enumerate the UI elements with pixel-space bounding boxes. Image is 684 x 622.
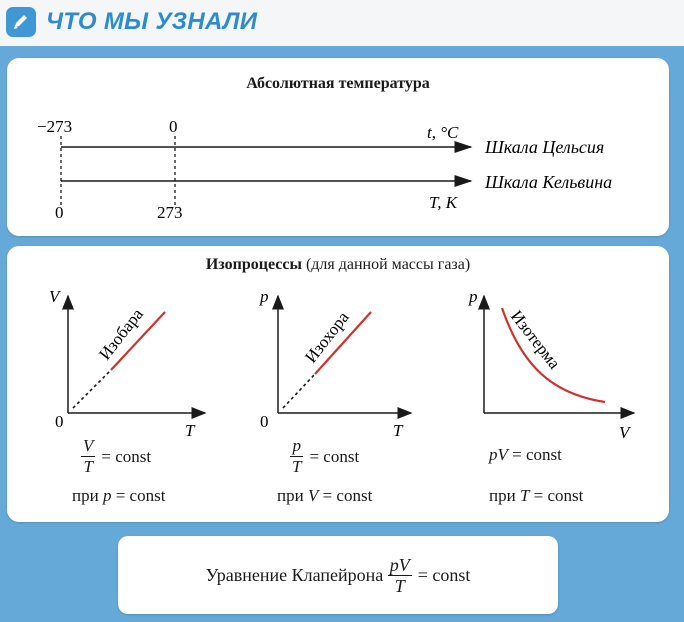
clapeyron-equation xyxy=(118,536,558,614)
isotherm-formula-rhs: = const xyxy=(512,445,562,464)
isochore-formula-num: p xyxy=(292,436,301,455)
isobar-formula-den: T xyxy=(83,457,93,476)
isotherm-y-label: p xyxy=(469,287,478,306)
isotherm-condition: при T = const xyxy=(489,486,584,505)
kelvin-axis-label: T, К xyxy=(429,193,457,212)
isoprocesses-title-note: (для данной массы газа) xyxy=(305,256,471,273)
celsius-axis-label: t, °C xyxy=(427,123,459,142)
isobar-x-label: T xyxy=(185,421,195,440)
clapeyron-card xyxy=(118,536,558,614)
isotherm-x-label: V xyxy=(619,423,630,442)
isobar-formula-num: V xyxy=(83,436,94,455)
isobar-y-label: V xyxy=(49,287,60,306)
isobar-condition: при p = const xyxy=(72,486,166,505)
isochore-formula-den: T xyxy=(292,457,302,476)
clapeyron-num: pV xyxy=(389,554,410,575)
clapeyron-label: Уравнение Клапейрона xyxy=(205,564,384,585)
isobar-formula-rhs: = const xyxy=(101,446,152,466)
absolute-temperature-card xyxy=(7,58,669,236)
kelvin-mark-tick: 273 xyxy=(157,203,183,222)
celsius-zero-tick: 0 xyxy=(169,117,178,136)
isotherm-formula xyxy=(489,445,562,465)
celsius-scale-name: Шкала Цельсия xyxy=(485,137,605,157)
isoprocess-graphs xyxy=(7,246,669,522)
isochore-y-label: p xyxy=(260,287,269,306)
clapeyron-rhs: = const xyxy=(417,564,471,585)
clapeyron-den: T xyxy=(394,575,405,596)
isobar-origin: 0 xyxy=(55,412,64,431)
section-title: ЧТО МЫ УЗНАЛИ xyxy=(46,8,258,35)
kelvin-scale-name: Шкала Кельвина xyxy=(485,172,613,192)
isochore-formula-rhs: = const xyxy=(309,446,360,466)
isochore-formula xyxy=(290,436,359,477)
absolute-temperature-title: Абсолютная температура xyxy=(246,75,430,92)
isochore-condition: при V = const xyxy=(277,486,373,505)
isobar-formula xyxy=(81,436,151,477)
header-bar xyxy=(0,0,684,46)
isochore-extrapolation xyxy=(283,374,315,408)
isoprocesses-title-main: Изопроцессы xyxy=(205,256,302,273)
isochore-curve-label: Изохора xyxy=(301,307,353,367)
isotherm-formula-lhs: pV xyxy=(489,445,508,464)
temperature-scales-diagram xyxy=(7,58,669,236)
isochore-x-label: T xyxy=(393,421,403,440)
pencil-icon xyxy=(6,7,36,37)
isoprocesses-card xyxy=(7,246,669,522)
isobar-extrapolation xyxy=(73,370,111,408)
celsius-left-tick: −273 xyxy=(37,117,73,136)
isobar-curve-label: Изобара xyxy=(95,304,147,364)
isochore-origin: 0 xyxy=(260,412,269,431)
kelvin-left-tick: 0 xyxy=(55,203,64,222)
isotherm-curve-label: Изотерма xyxy=(506,306,565,373)
